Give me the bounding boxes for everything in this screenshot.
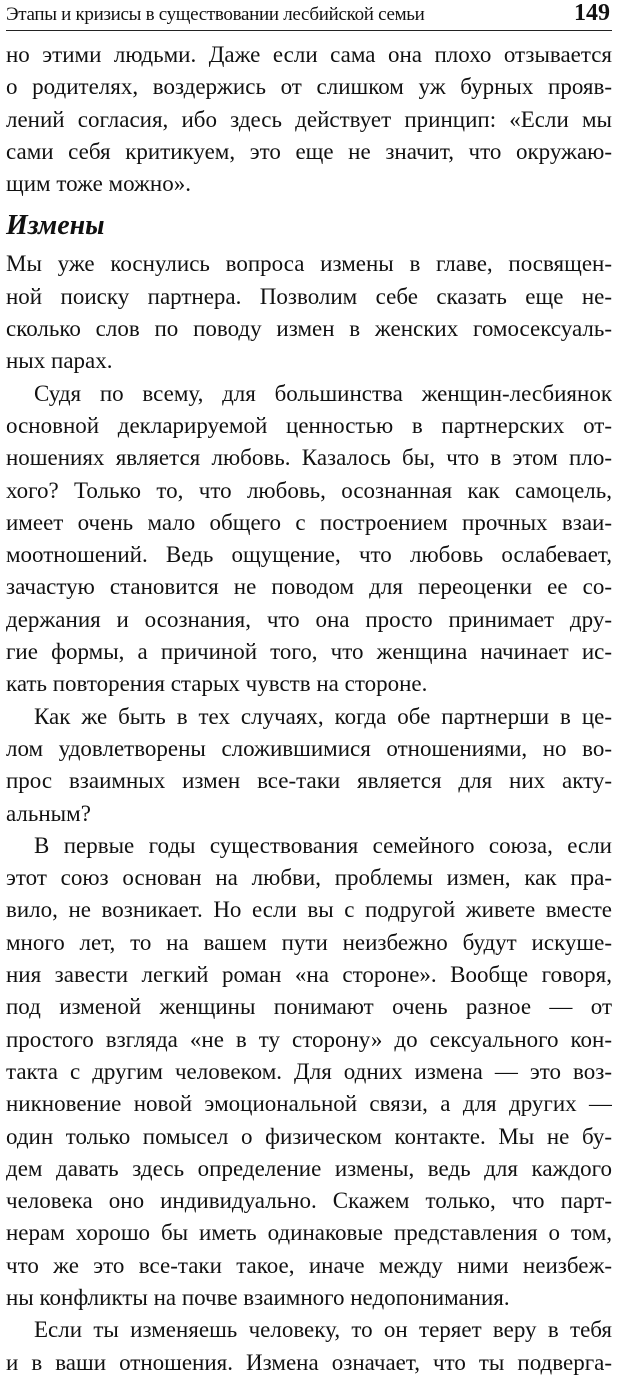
running-title: Этапы и кризисы в существовании лесбийской семьи bbox=[6, 4, 425, 25]
text-line: дем давать здесь определение измены, ведь для каждого bbox=[6, 1155, 612, 1181]
text-line: и в ваши отношения. Измена означает, что ты подверга- bbox=[6, 1349, 612, 1375]
text-line: держания и осознания, что она просто принимает дру- bbox=[6, 606, 612, 632]
text-line: моотношений. Ведь ощущение, что любовь ослабевает, bbox=[6, 542, 612, 568]
running-header bbox=[6, 0, 612, 30]
text-line: Мы уже коснулись вопроса измены в главе, посвящен- bbox=[6, 251, 612, 277]
text-line: никновение новой эмоциональной связи, а для других — bbox=[6, 1091, 612, 1117]
text-line: ных парах. bbox=[6, 348, 113, 374]
text-line: сколько слов по поводу измен в женских гомосексуаль- bbox=[6, 316, 612, 342]
text-line: ны конфликты на почве взаимного недопонимания. bbox=[6, 1284, 510, 1310]
text-line: ной поиску партнера. Позволим себе сказать еще не- bbox=[6, 283, 612, 309]
text-line: имеет очень мало общего с построением прочных взаи- bbox=[6, 509, 612, 535]
text-line: один только помысел о физическом контакте. Мы не бу- bbox=[6, 1123, 612, 1149]
text-line: В первые годы существования семейного союза, если bbox=[34, 832, 612, 858]
text-line: Судя по всему, для большинства женщин-лесбиянок bbox=[34, 380, 612, 406]
text-line: простого взгляда «не в ту сторону» до сексуального кон- bbox=[6, 1026, 612, 1052]
text-line: лом удовлетворены сложившимися отношениями, но во- bbox=[6, 735, 612, 761]
text-line: Если ты изменяешь человеку, то он теряет веру в тебя bbox=[34, 1317, 612, 1343]
text-line: альным? bbox=[6, 800, 91, 826]
text-line: кать повторения старых чувств на стороне. bbox=[6, 671, 428, 697]
header-rule bbox=[6, 30, 612, 31]
page-number: 149 bbox=[574, 0, 610, 26]
text-line: много лет, то на вашем пути неизбежно будут искуше- bbox=[6, 929, 612, 955]
section-heading: Измены bbox=[6, 210, 105, 242]
text-line: основной декларируемой ценностью в партнерских от- bbox=[6, 412, 612, 438]
text-line: ношениях является любовь. Казалось бы, что в этом пло- bbox=[6, 445, 612, 471]
text-line: зачастую становится не поводом для переоценки ее со- bbox=[6, 574, 612, 600]
text-line: человека оно индивидуально. Скажем только, что парт- bbox=[6, 1188, 612, 1214]
text-line: ния завести легкий роман «на стороне». Вообще говоря, bbox=[6, 962, 612, 988]
text-line: лений согласия, ибо здесь действует принцип: «Если мы bbox=[6, 106, 612, 132]
text-line: нерам хорошо бы иметь одинаковые представления о том, bbox=[6, 1220, 612, 1246]
section-body bbox=[6, 248, 612, 1378]
text-line: хого? Только то, что любовь, осознанная как самоцель, bbox=[6, 477, 612, 503]
text-line: сами себя критикуем, это еще не значит, что окружаю- bbox=[6, 138, 612, 164]
text-line: но этими людьми. Даже если сама она плохо отзывается bbox=[6, 42, 612, 67]
text-line: такта с другим человеком. Для одних измена — это воз- bbox=[6, 1058, 612, 1084]
text-line: Как же быть в тех случаях, когда обе партнерши в це- bbox=[34, 703, 612, 729]
text-line: под изменой женщины понимают очень разное — от bbox=[6, 994, 612, 1020]
text-line: вило, не возникает. Но если вы с подругой живете вместе bbox=[6, 897, 612, 923]
paragraph-continuation bbox=[6, 39, 612, 200]
text-line: о родителях, воздержись от слишком уж бурных прояв- bbox=[6, 74, 612, 100]
text-line: этот союз основан на любви, проблемы измен, как пра- bbox=[6, 865, 612, 891]
text-line: гие формы, а причиной того, что женщина начинает ис- bbox=[6, 639, 612, 665]
text-line: прос взаимных измен все-таки является для них акту- bbox=[6, 768, 612, 794]
text-line: щим тоже можно». bbox=[6, 171, 191, 197]
text-line: что же это все-таки такое, иначе между ними неизбеж- bbox=[6, 1252, 612, 1278]
